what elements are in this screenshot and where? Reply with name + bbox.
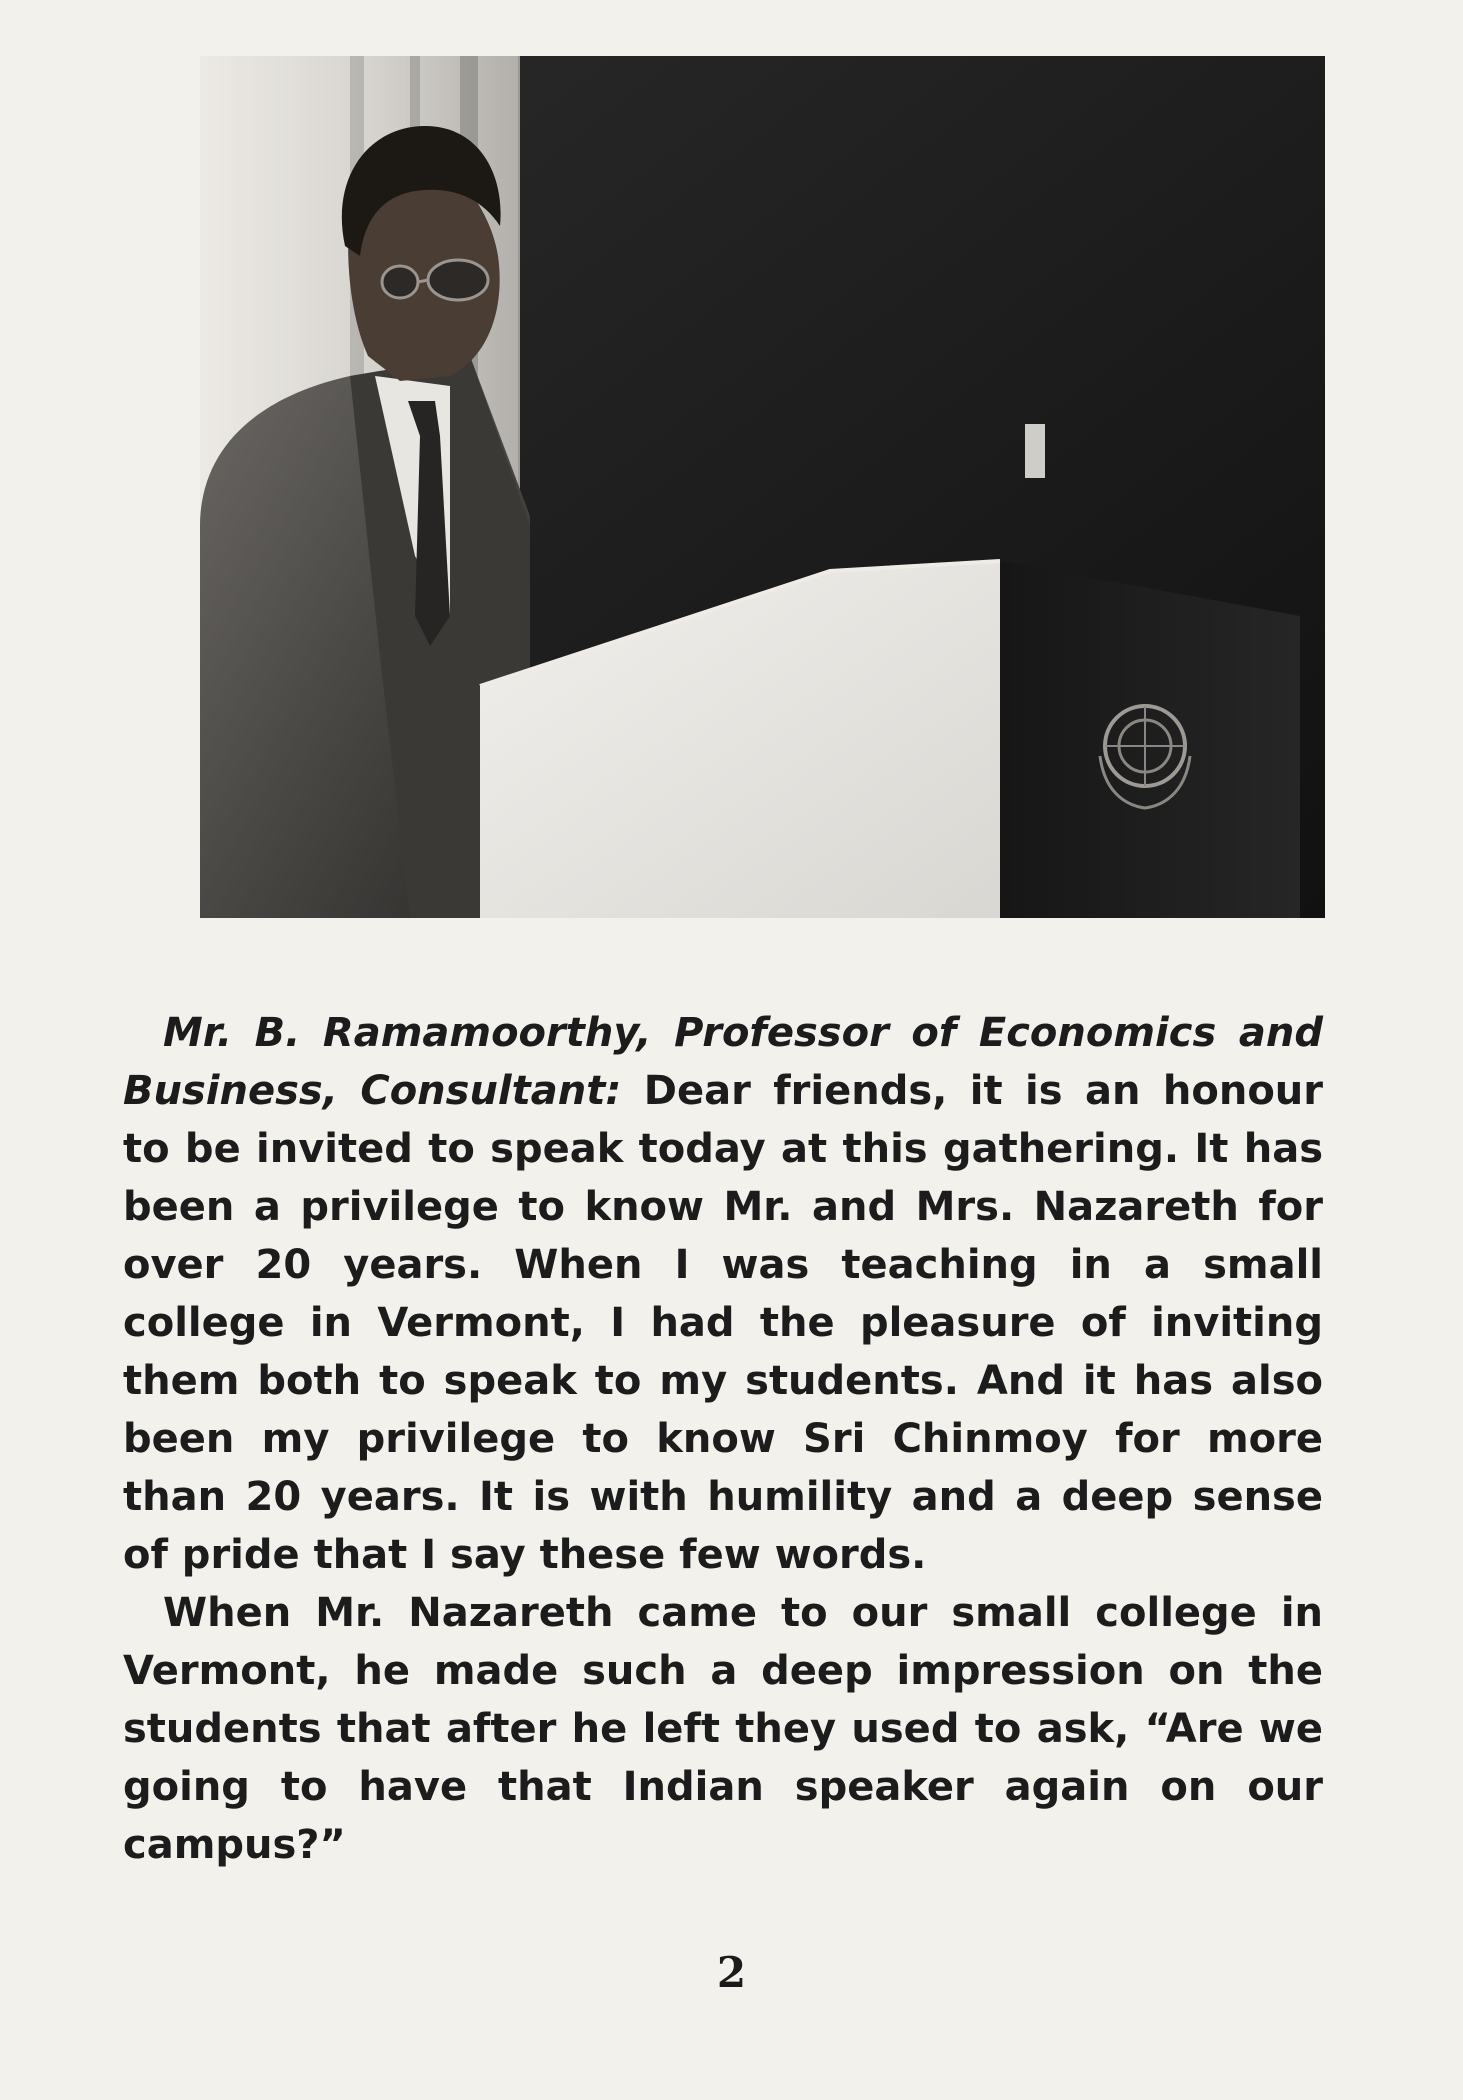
page-number: 2 bbox=[716, 1948, 747, 1997]
paragraph-1 bbox=[123, 1004, 1323, 1584]
paragraph-2: When Mr. Nazareth came to our small college in Vermont, he made such a deep impression on the students that after he left they used to ask, “Are we going to have that Indian speaker again on our campus?” bbox=[123, 1590, 1323, 1868]
speaker-name: Mr. B. Ramamoorthy, Professor of Economics and Business, Consultant: bbox=[123, 1010, 1323, 1114]
speaker-at-podium-photo bbox=[200, 56, 1325, 918]
paragraph-1-text: Dear friends, it is an honour to be invited to speak today at this gathering. It has been a privilege to know Mr. and Mrs. Nazareth for over 20 years. When I was teaching in a small college in Vermont, I had the pleasure of inviting them both to speak to my students. And it has also been my privilege to know Sri Chinmoy for more than 20 years. It is with humility and a deep sense of pride that I say these few words. bbox=[123, 1068, 1324, 1578]
body-text bbox=[123, 1004, 1323, 1874]
